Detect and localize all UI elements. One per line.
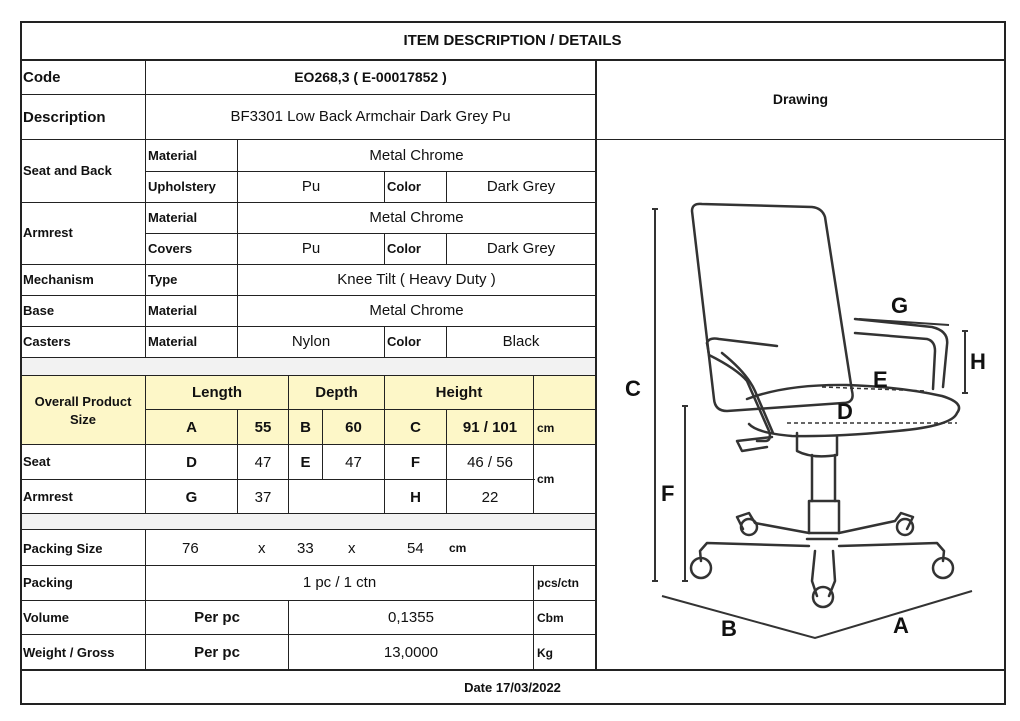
weight-value: 13,0000 <box>383 644 439 661</box>
dim-letter-e: E <box>300 454 311 471</box>
armrest-material: Metal Chrome <box>369 209 464 226</box>
casters-material-label: Material <box>148 334 198 349</box>
dim-value-d: 47 <box>254 454 272 471</box>
casters-color: Black <box>502 333 540 350</box>
overall-size-label: Overall Product Size <box>34 394 132 427</box>
backrest-shape <box>692 204 853 411</box>
drawing-letter-f: F <box>661 481 675 506</box>
volume-value: 0,1355 <box>388 609 434 626</box>
dim-letter-b: B <box>300 419 311 436</box>
dim-unit-2: cm <box>537 472 555 486</box>
dim-unit: cm <box>537 421 555 435</box>
packing-value: 1 pc / 1 ctn <box>302 574 377 591</box>
packing-unit: pcs/ctn <box>537 576 580 590</box>
drawing-letter-c: C <box>625 376 641 401</box>
dim-value-b: 60 <box>345 419 362 436</box>
armrest-color-label: Color <box>387 241 421 256</box>
dim-value-f: 46 / 56 <box>467 454 513 471</box>
dim-letter-c: C <box>410 419 421 436</box>
code-value: EO268,3 ( E-00017852 ) <box>294 69 447 85</box>
packing-label: Packing <box>23 575 73 590</box>
weight-label: Weight / Gross <box>23 645 115 660</box>
length-label: Length <box>192 384 242 401</box>
dim-value-g: 37 <box>254 489 272 506</box>
casters-label: Casters <box>23 334 71 349</box>
dim-letter-h: H <box>410 489 421 506</box>
mechanism-type: Knee Tilt ( Heavy Duty ) <box>337 271 496 288</box>
armrest-color-value: Dark Grey <box>486 240 556 257</box>
drawing-letter-d: D <box>837 399 853 424</box>
dim-value-a: 55 <box>254 419 272 436</box>
base-material: Metal Chrome <box>369 302 464 319</box>
packing-length: 76 <box>182 540 199 557</box>
mechanism-type-label: Type <box>148 272 178 287</box>
dim-letter-d: D <box>186 454 197 471</box>
seat-back-material-label: Material <box>148 148 198 163</box>
casters-material: Nylon <box>291 333 331 350</box>
spacer-row-2 <box>21 513 595 529</box>
description-value: BF3301 Low Back Armchair Dark Grey Pu <box>230 108 511 125</box>
base-material-label: Material <box>148 303 198 318</box>
drawing-letter-a: A <box>893 613 909 638</box>
drawing-letter-b: B <box>721 616 737 641</box>
dim-value-e: 47 <box>345 454 362 471</box>
packing-size-unit: cm <box>449 541 467 555</box>
covers-value: Pu <box>301 240 321 257</box>
casters-color-label: Color <box>387 334 421 349</box>
dim-value-h: 22 <box>481 489 499 506</box>
weight-per: Per pc <box>194 644 240 661</box>
description-label: Description <box>23 109 106 126</box>
packing-size-label: Packing Size <box>23 541 103 556</box>
chair-drawing <box>597 141 1004 668</box>
weight-unit: Kg <box>537 646 553 660</box>
height-label: Height <box>435 384 483 401</box>
seat-back-label: Seat and Back <box>23 163 112 178</box>
page-title: ITEM DESCRIPTION / DETAILS <box>403 32 622 49</box>
packing-height: 54 <box>407 540 424 557</box>
mechanism-label: Mechanism <box>23 272 94 287</box>
dim-letter-g: G <box>185 489 198 506</box>
base-label: Base <box>23 303 55 318</box>
packing-width: 33 <box>297 540 314 557</box>
dim-letter-a: A <box>186 419 197 436</box>
packing-x2: x <box>348 540 356 557</box>
volume-unit: Cbm <box>537 611 564 625</box>
dim-letter-f: F <box>410 454 421 471</box>
code-label: Code <box>23 69 61 86</box>
covers-label: Covers <box>148 241 193 256</box>
armrest-dims-label: Armrest <box>23 489 73 504</box>
drawing-letter-e: E <box>873 367 888 392</box>
drawing-title: Drawing <box>772 91 829 107</box>
volume-label: Volume <box>23 610 69 625</box>
depth-label: Depth <box>315 384 358 401</box>
armrest-label: Armrest <box>23 225 73 240</box>
packing-x1: x <box>258 540 266 557</box>
spacer-row <box>21 358 595 375</box>
seat-color-value: Dark Grey <box>486 178 556 195</box>
drawing-letter-g: G <box>891 293 909 318</box>
upholstery-value: Pu <box>301 178 321 195</box>
volume-per: Per pc <box>194 609 240 626</box>
seat-dims-label: Seat <box>23 454 51 469</box>
seat-color-label: Color <box>387 179 421 194</box>
drawing-letter-h: H <box>970 349 986 374</box>
upholstery-label: Upholstery <box>148 179 216 194</box>
seat-back-material: Metal Chrome <box>369 147 464 164</box>
dim-value-c: 91 / 101 <box>462 419 518 436</box>
footer-date: Date 17/03/2022 <box>464 680 561 695</box>
dim-line-ab <box>662 591 972 638</box>
armrest-material-label: Material <box>148 210 198 225</box>
